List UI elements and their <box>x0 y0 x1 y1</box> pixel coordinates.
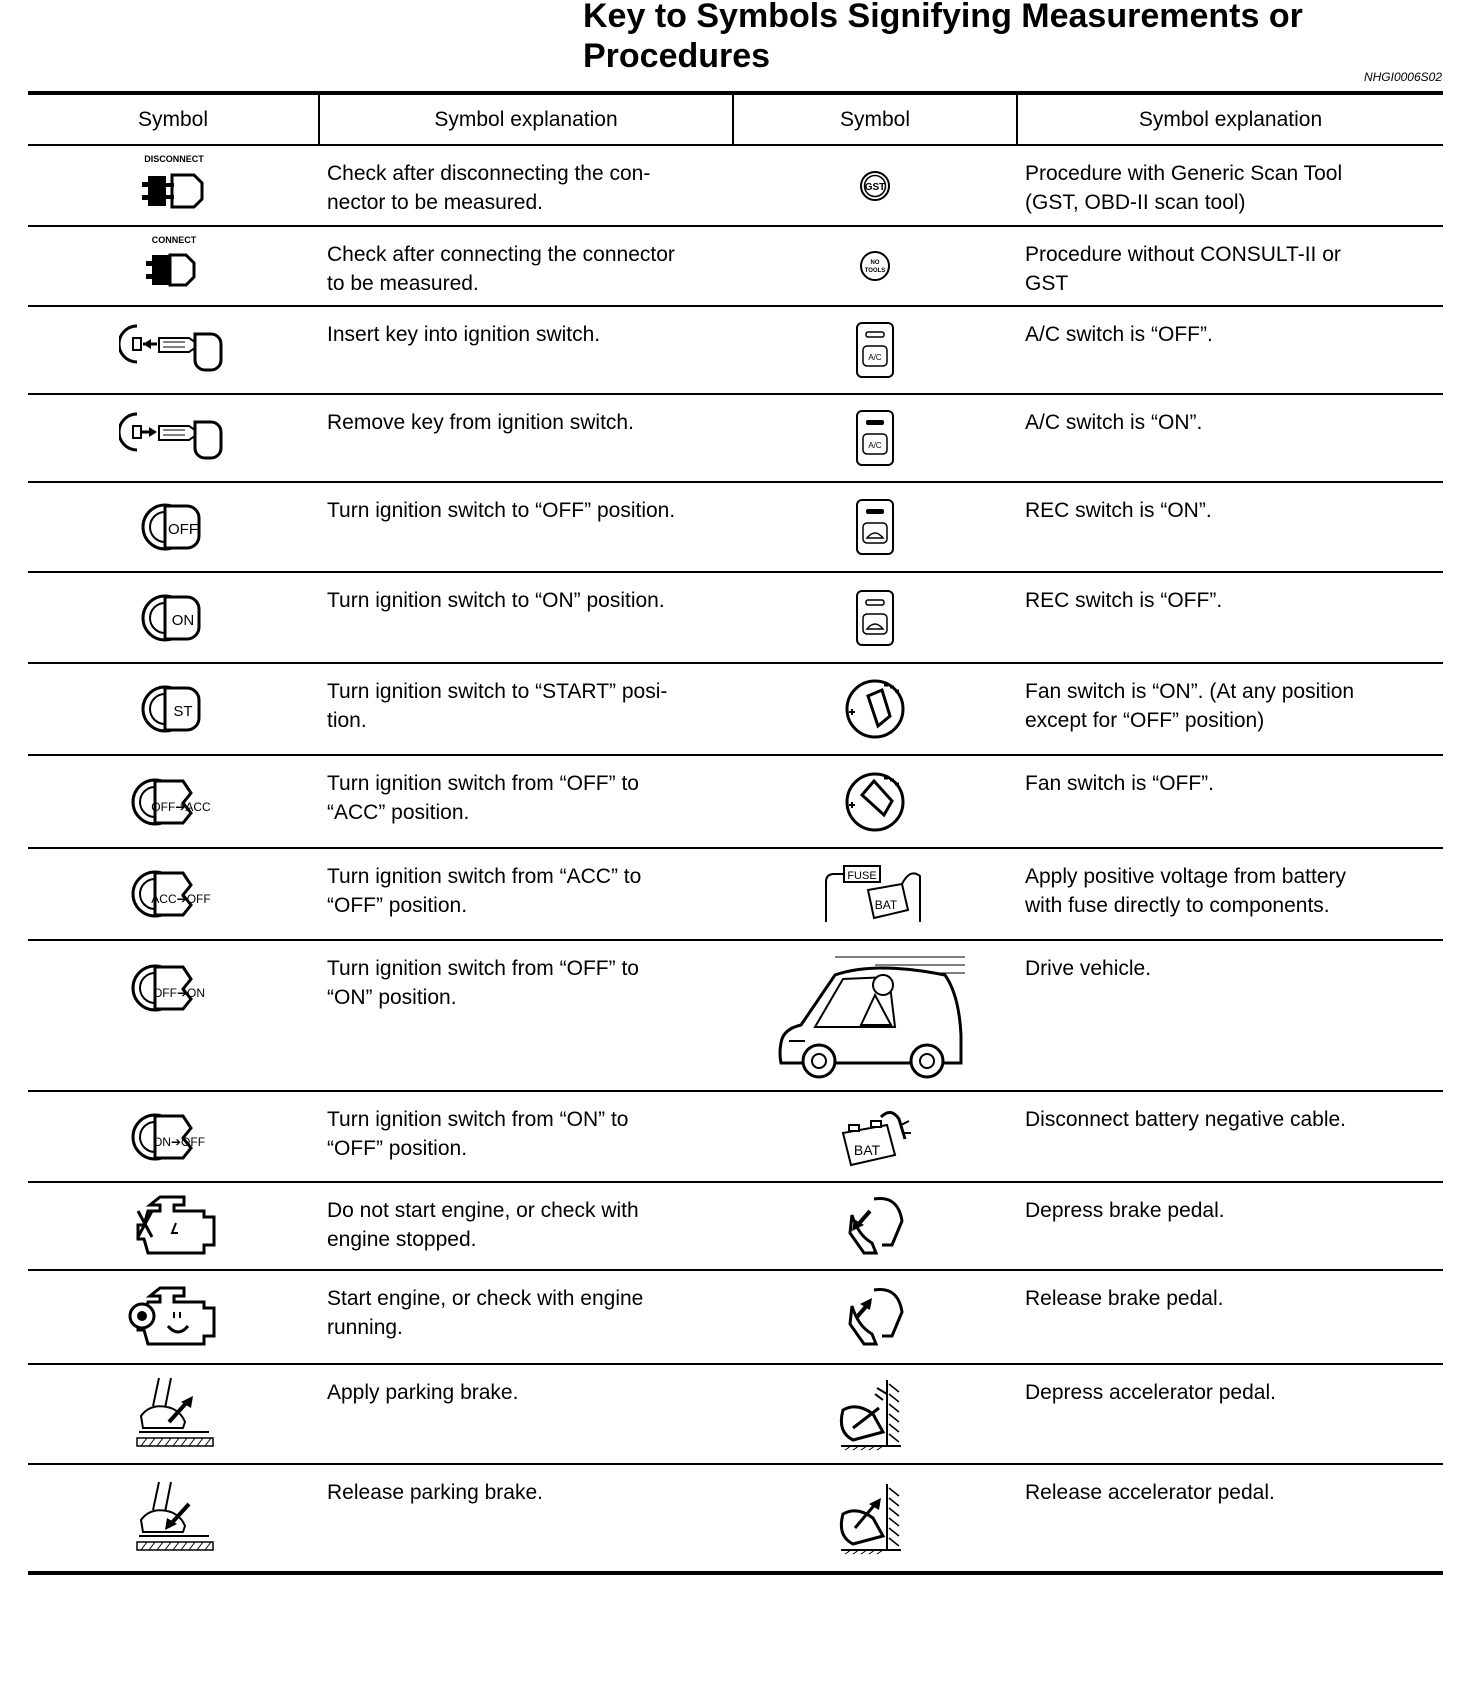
engine-stopped-icon <box>28 1182 319 1270</box>
explanation-text: Depress brake pedal. <box>1017 1182 1443 1270</box>
table-row <box>28 572 1443 663</box>
icon-label: GST <box>864 181 886 193</box>
explanation-text: Fan switch is “ON”. (At any position except for “OFF” position) <box>1017 663 1443 755</box>
table-row <box>28 755 1443 848</box>
no-tools-icon <box>733 226 1017 306</box>
icon-label: ST <box>172 703 193 720</box>
bat-label: BAT <box>874 898 898 912</box>
explanation-text: Start engine, or check with engine running. <box>319 1270 733 1364</box>
explanation-text: Depress accelerator pedal. <box>1017 1364 1443 1464</box>
table-row <box>28 1182 1443 1270</box>
icon-label: DISCONNECT <box>143 153 204 164</box>
icon-label: ON <box>171 611 194 629</box>
ignition-off-to-acc-icon <box>28 755 319 848</box>
fan-switch-off-icon <box>733 755 1017 848</box>
explanation-text: REC switch is “ON”. <box>1017 482 1443 572</box>
icon-label: OFF➔ACC <box>150 799 211 814</box>
header-symbol-right: Symbol <box>733 93 1017 145</box>
fan-switch-on-icon <box>733 663 1017 755</box>
table-row <box>28 1091 1443 1182</box>
remove-key-icon <box>28 394 319 482</box>
apply-parking-brake-icon <box>28 1364 319 1464</box>
table-row <box>28 1270 1443 1364</box>
depress-brake-pedal-icon <box>733 1182 1017 1270</box>
drive-vehicle-icon <box>733 940 1017 1091</box>
table-row <box>28 482 1443 572</box>
symbols-table <box>28 91 1443 1575</box>
explanation-text: Drive vehicle. <box>1017 940 1443 1091</box>
header-explanation-left: Symbol explanation <box>319 93 733 145</box>
svg-text:TOOLS: TOOLS <box>864 268 886 274</box>
ignition-start-icon <box>28 663 319 755</box>
explanation-text: A/C switch is “OFF”. <box>1017 306 1443 394</box>
release-accelerator-icon <box>733 1464 1017 1573</box>
header-row <box>28 93 1443 145</box>
explanation-text: Procedure with Generic Scan Tool (GST, OBD-II scan tool) <box>1017 145 1443 226</box>
ignition-off-to-on-icon <box>28 940 319 1091</box>
icon-label: ON➔OFF <box>152 1134 205 1149</box>
svg-text:NO: NO <box>870 260 880 266</box>
explanation-text: Turn ignition switch from “ON” to “OFF” position. <box>319 1091 733 1182</box>
table-row <box>28 145 1443 226</box>
explanation-text: Turn ignition switch from “OFF” to “ON” position. <box>319 940 733 1091</box>
explanation-text: Insert key into ignition switch. <box>319 306 733 394</box>
insert-key-icon <box>28 306 319 394</box>
table-row <box>28 848 1443 940</box>
explanation-text: Turn ignition switch to “OFF” position. <box>319 482 733 572</box>
battery-fuse-icon <box>733 848 1017 940</box>
explanation-text: A/C switch is “ON”. <box>1017 394 1443 482</box>
explanation-text: Fan switch is “OFF”. <box>1017 755 1443 848</box>
header-symbol-left: Symbol <box>28 93 319 145</box>
explanation-text: Turn ignition switch from “OFF” to “ACC” position. <box>319 755 733 848</box>
explanation-text: Turn ignition switch from “ACC” to “OFF” position. <box>319 848 733 940</box>
explanation-text: Disconnect battery negative cable. <box>1017 1091 1443 1182</box>
explanation-text: Turn ignition switch to “ON” position. <box>319 572 733 663</box>
gst-icon <box>733 145 1017 226</box>
disconnect-connector-icon <box>28 145 319 226</box>
title-line-1: Key to Symbols Signifying Measurements or <box>583 0 1303 35</box>
icon-label: A/C <box>868 353 882 362</box>
explanation-text: Apply positive voltage from battery with fuse directly to components. <box>1017 848 1443 940</box>
ignition-off-icon <box>28 482 319 572</box>
icon-label: CONNECT <box>151 235 196 245</box>
disconnect-battery-icon <box>733 1091 1017 1182</box>
ignition-acc-to-off-icon <box>28 848 319 940</box>
page-title <box>583 0 1443 76</box>
rec-switch-on-icon <box>733 482 1017 572</box>
rec-switch-off-icon <box>733 572 1017 663</box>
ignition-on-to-off-icon <box>28 1091 319 1182</box>
bat-label: BAT <box>853 1141 881 1158</box>
title-line-2: Procedures <box>583 37 771 75</box>
table-row <box>28 663 1443 755</box>
icon-label: ACC➔OFF <box>150 892 211 906</box>
explanation-text: Check after disconnecting the con- nector to be measured. <box>319 145 733 226</box>
explanation-text: Turn ignition switch to “START” posi- tion. <box>319 663 733 755</box>
explanation-text: Remove key from ignition switch. <box>319 394 733 482</box>
table-row <box>28 394 1443 482</box>
release-brake-pedal-icon <box>733 1270 1017 1364</box>
table-row <box>28 1364 1443 1464</box>
icon-label: OFF➔ON <box>152 986 205 1000</box>
explanation-text: Release brake pedal. <box>1017 1270 1443 1364</box>
release-parking-brake-icon <box>28 1464 319 1573</box>
engine-running-icon <box>28 1270 319 1364</box>
table-row <box>28 306 1443 394</box>
document-code: NHGI0006S02 <box>1363 70 1442 84</box>
explanation-text: Do not start engine, or check with engine stopped. <box>319 1182 733 1270</box>
explanation-text: Release parking brake. <box>319 1464 733 1573</box>
depress-accelerator-icon <box>733 1364 1017 1464</box>
ac-switch-off-icon <box>733 306 1017 394</box>
icon-label: A/C <box>868 441 882 450</box>
fuse-label: FUSE <box>847 870 877 882</box>
ac-switch-on-icon <box>733 394 1017 482</box>
table-row <box>28 1464 1443 1573</box>
ignition-on-icon <box>28 572 319 663</box>
connect-connector-icon <box>28 226 319 306</box>
explanation-text: Release accelerator pedal. <box>1017 1464 1443 1573</box>
table-row <box>28 226 1443 306</box>
explanation-text: Check after connecting the connector to be measured. <box>319 226 733 306</box>
table-row <box>28 940 1443 1091</box>
header-explanation-right: Symbol explanation <box>1017 93 1443 145</box>
explanation-text: Apply parking brake. <box>319 1364 733 1464</box>
explanation-text: REC switch is “OFF”. <box>1017 572 1443 663</box>
explanation-text: Procedure without CONSULT-II or GST <box>1017 226 1443 306</box>
icon-label: OFF <box>167 521 198 538</box>
